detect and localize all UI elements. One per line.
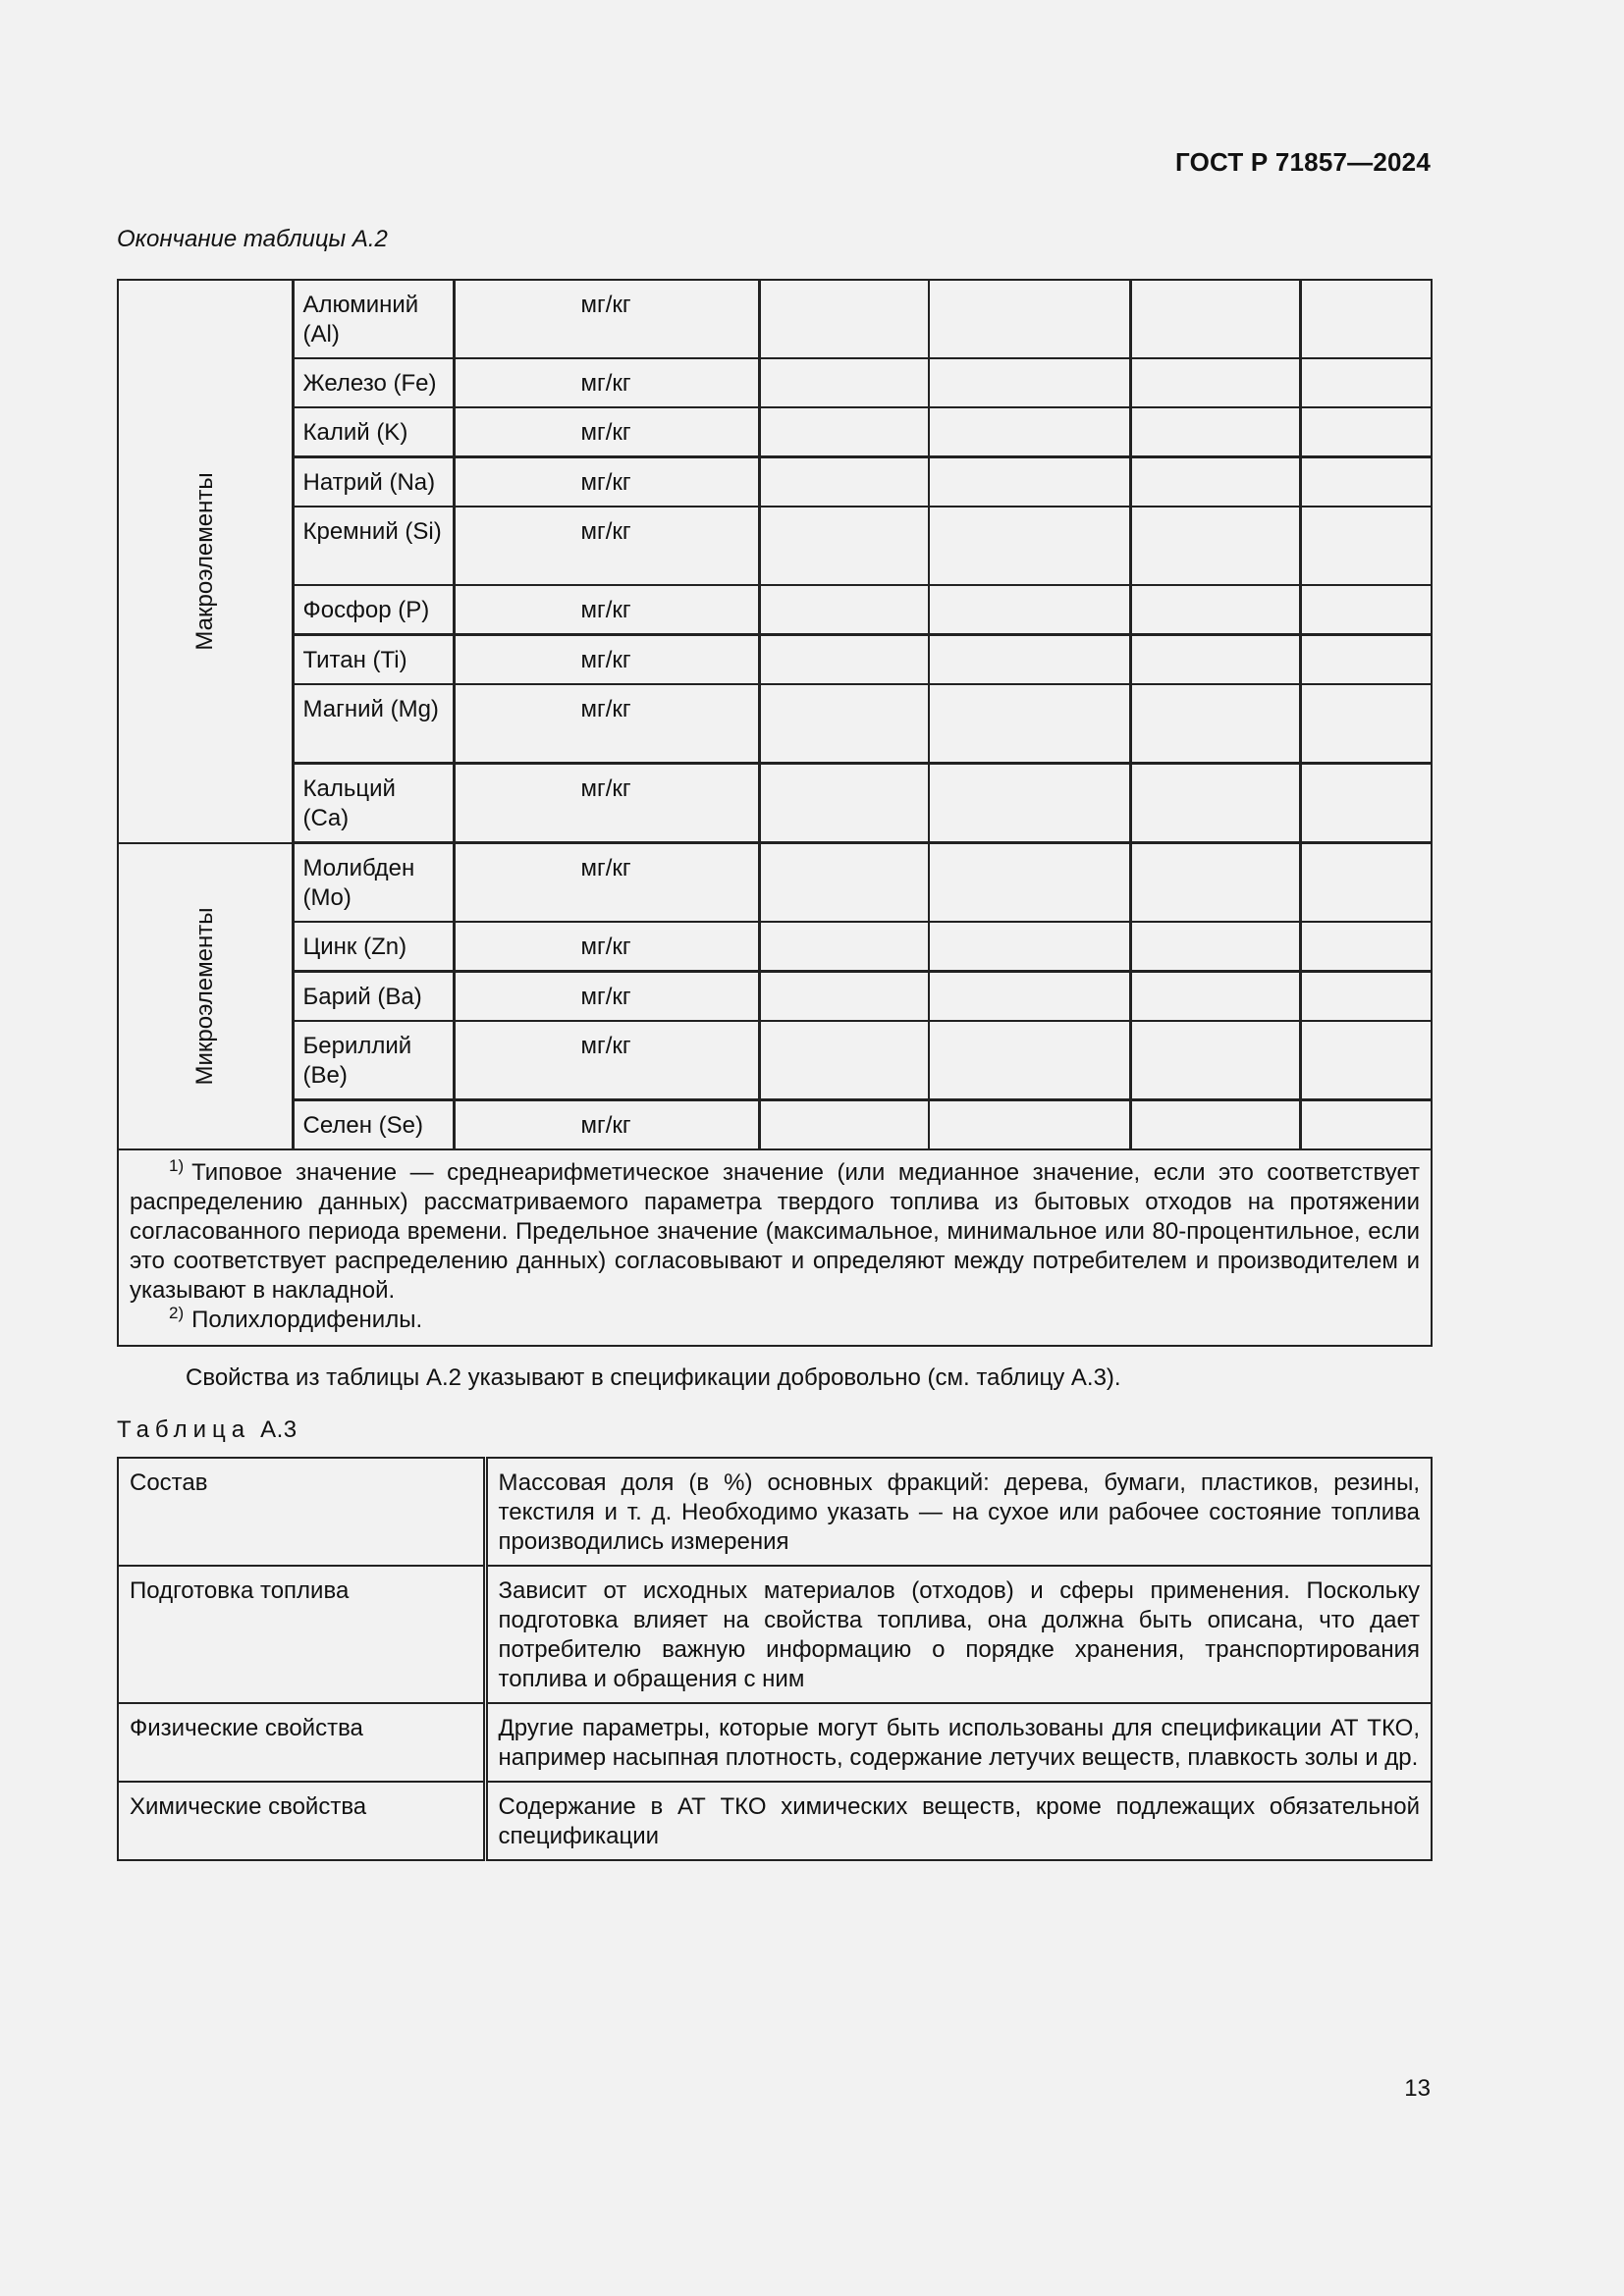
value-cell (1300, 457, 1432, 507)
value-cell (1130, 764, 1300, 843)
group-label: Макроэлементы (190, 472, 218, 651)
table-a3-caption-word: Таблица (117, 1416, 251, 1443)
value-cell (1130, 407, 1300, 457)
value-cell (929, 922, 1130, 972)
unit-cell: мг/кг (454, 1021, 759, 1100)
table-row (118, 1458, 1432, 1566)
footnote-mark: 2) (169, 1304, 185, 1322)
value-cell (1300, 843, 1432, 923)
table-row (118, 358, 1432, 407)
description-cell: Содержание в АТ ТКО химических веществ, кроме подлежащих обязательной спецификации (485, 1782, 1432, 1860)
value-cell (929, 684, 1130, 764)
value-cell (759, 684, 929, 764)
unit-cell: мг/кг (454, 684, 759, 764)
value-cell (1300, 635, 1432, 685)
value-cell (1130, 1100, 1300, 1150)
value-cell (1300, 684, 1432, 764)
value-cell (1300, 1021, 1432, 1100)
value-cell (1130, 457, 1300, 507)
value-cell (929, 457, 1130, 507)
unit-cell: мг/кг (454, 457, 759, 507)
value-cell (759, 585, 929, 635)
table-row (118, 972, 1432, 1022)
document-code: ГОСТ Р 71857—2024 (1175, 147, 1431, 177)
value-cell (929, 1021, 1130, 1100)
value-cell (929, 358, 1130, 407)
table-row (118, 1703, 1432, 1782)
value-cell (929, 972, 1130, 1022)
value-cell (929, 585, 1130, 635)
element-name-cell: Калий (K) (293, 407, 454, 457)
table-row (118, 1782, 1432, 1860)
element-name-cell: Кремний (Si) (293, 507, 454, 585)
element-name-cell: Железо (Fe) (293, 358, 454, 407)
table-notes (118, 1149, 1432, 1346)
value-cell (1300, 1100, 1432, 1150)
property-cell: Подготовка топлива (118, 1566, 485, 1703)
value-cell (1300, 280, 1432, 358)
element-name-cell: Молибден (Mo) (293, 843, 454, 923)
value-cell (759, 280, 929, 358)
value-cell (1130, 585, 1300, 635)
value-cell (759, 764, 929, 843)
value-cell (759, 457, 929, 507)
value-cell (1130, 843, 1300, 923)
element-name-cell: Селен (Se) (293, 1100, 454, 1150)
notes-row (118, 1149, 1432, 1346)
table-row (118, 684, 1432, 764)
element-name-cell: Магний (Mg) (293, 684, 454, 764)
value-cell (759, 635, 929, 685)
table-row (118, 764, 1432, 843)
element-name-cell: Кальций (Ca) (293, 764, 454, 843)
value-cell (759, 1100, 929, 1150)
unit-cell: мг/кг (454, 585, 759, 635)
value-cell (1300, 764, 1432, 843)
property-cell: Состав (118, 1458, 485, 1566)
footnote-text: Типовое значение — среднеарифметическое значение (или медианное значение, если это соответствует распределению данных) рассматриваемого параметра твердого топлива из бытовых отходов на протяжении согласованного периода времени. Предельное значение (максимальное, минимальное или 80-процентильное, если это соответствует распределению данных) согласовывают и определяют между потребителем и производителем и указывают в накладной. (130, 1159, 1420, 1304)
value-cell (759, 922, 929, 972)
table-a2-caption: Окончание таблицы А.2 (117, 226, 388, 252)
unit-cell: мг/кг (454, 280, 759, 358)
value-cell (759, 972, 929, 1022)
value-cell (1130, 684, 1300, 764)
footnote (130, 1158, 1420, 1306)
table-row (118, 1021, 1432, 1100)
table-row (118, 407, 1432, 457)
value-cell (1300, 507, 1432, 585)
table-row (118, 280, 1432, 358)
element-name-cell: Бериллий (Be) (293, 1021, 454, 1100)
table-row (118, 457, 1432, 507)
element-name-cell: Титан (Ti) (293, 635, 454, 685)
unit-cell: мг/кг (454, 1100, 759, 1150)
unit-cell: мг/кг (454, 843, 759, 923)
value-cell (929, 1100, 1130, 1150)
unit-cell: мг/кг (454, 764, 759, 843)
description-cell: Массовая доля (в %) основных фракций: дерева, бумаги, пластиков, резины, текстиля и т. д. Необходимо указать — на сухое или рабочее состояние топлива производились измерения (485, 1458, 1432, 1566)
table-a3-caption (117, 1416, 298, 1444)
value-cell (929, 507, 1130, 585)
value-cell (1130, 1021, 1300, 1100)
value-cell (1300, 922, 1432, 972)
description-cell: Другие параметры, которые могут быть использованы для спецификации АТ ТКО, например насыпная плотность, содержание летучих веществ, плавкость золы и др. (485, 1703, 1432, 1782)
unit-cell: мг/кг (454, 507, 759, 585)
unit-cell: мг/кг (454, 358, 759, 407)
table-row (118, 1100, 1432, 1150)
table-row (118, 1566, 1432, 1703)
table-row (118, 635, 1432, 685)
value-cell (929, 407, 1130, 457)
property-cell: Физические свойства (118, 1703, 485, 1782)
value-cell (1130, 972, 1300, 1022)
element-name-cell: Натрий (Na) (293, 457, 454, 507)
value-cell (929, 843, 1130, 923)
value-cell (759, 1021, 929, 1100)
element-name-cell: Цинк (Zn) (293, 922, 454, 972)
footnote-mark: 1) (169, 1156, 185, 1175)
group-cell (118, 843, 293, 1150)
value-cell (759, 843, 929, 923)
value-cell (759, 358, 929, 407)
unit-cell: мг/кг (454, 922, 759, 972)
group-label: Микроэлементы (190, 907, 218, 1086)
element-name-cell: Алюминий (Al) (293, 280, 454, 358)
table-row (118, 922, 1432, 972)
property-cell: Химические свойства (118, 1782, 485, 1860)
value-cell (929, 635, 1130, 685)
group-cell (118, 280, 293, 843)
table-a3-caption-number: А.3 (260, 1416, 298, 1443)
value-cell (1300, 972, 1432, 1022)
body-paragraph: Свойства из таблицы А.2 указывают в спецификации добровольно (см. таблицу А.3). (186, 1364, 1121, 1391)
value-cell (929, 764, 1130, 843)
value-cell (759, 407, 929, 457)
value-cell (1130, 922, 1300, 972)
value-cell (1130, 358, 1300, 407)
footnote-text: Полихлордифенилы. (191, 1307, 423, 1333)
value-cell (1130, 507, 1300, 585)
value-cell (1300, 358, 1432, 407)
unit-cell: мг/кг (454, 972, 759, 1022)
value-cell (759, 507, 929, 585)
value-cell (1300, 585, 1432, 635)
unit-cell: мг/кг (454, 407, 759, 457)
element-name-cell: Фосфор (P) (293, 585, 454, 635)
table-row (118, 507, 1432, 585)
table-row (118, 585, 1432, 635)
description-cell: Зависит от исходных материалов (отходов) и сферы применения. Поскольку подготовка влияет на свойства топлива, она должна быть описана, что дает потребителю важную информацию о порядке хранения, транспортирования топлива и обращения с ним (485, 1566, 1432, 1703)
footnote (130, 1306, 1420, 1335)
table-a2 (117, 279, 1433, 1347)
value-cell (929, 280, 1130, 358)
element-name-cell: Барий (Ba) (293, 972, 454, 1022)
table-row (118, 843, 1432, 923)
unit-cell: мг/кг (454, 635, 759, 685)
value-cell (1130, 280, 1300, 358)
value-cell (1300, 407, 1432, 457)
page-number: 13 (1404, 2075, 1431, 2102)
value-cell (1130, 635, 1300, 685)
table-a3 (117, 1457, 1433, 1861)
